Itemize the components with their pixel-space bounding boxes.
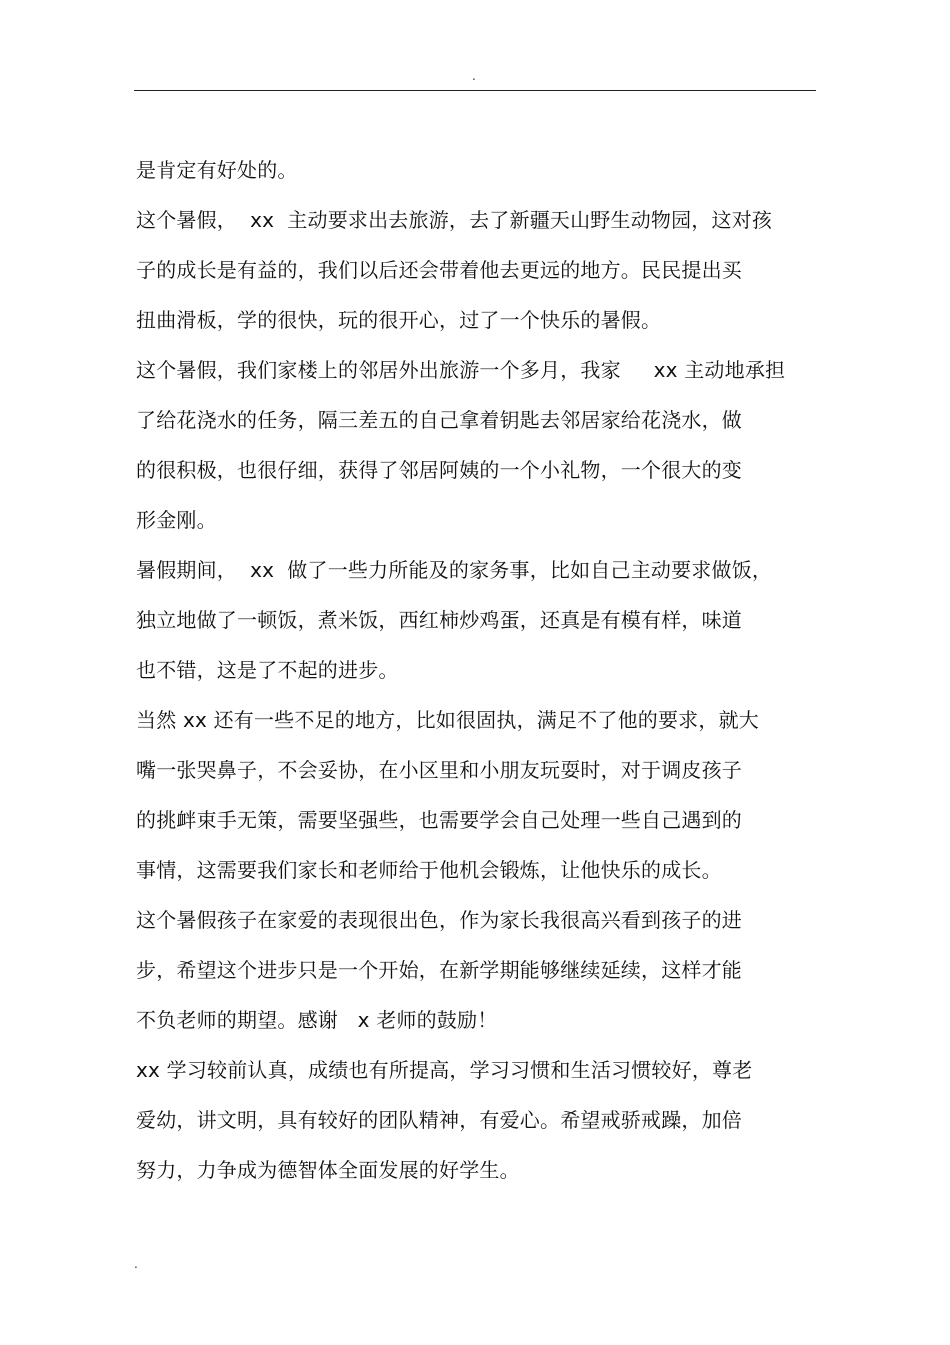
body-line: 不负老师的期望。感谢 x 老师的鼓励！ [136, 1008, 498, 1032]
body-line: 的挑衅束手无策，需要坚强些，也需要学会自己处理一些自己遇到的 [136, 808, 742, 832]
header-mark: . [472, 69, 476, 83]
body-line: 的很积极，也很仔细，获得了邻居阿姨的一个小礼物，一个很大的变 [136, 458, 742, 482]
body-line: 扭曲滑板，学的很快，玩的很开心，过了一个快乐的暑假。 [136, 308, 662, 332]
body-line: 是肯定有好处的。 [136, 158, 298, 182]
body-line: 暑假期间， xx 做了一些力所能及的家务事，比如自己主动要求做饭， [136, 558, 773, 582]
body-line: 这个暑假， xx 主动要求出去旅游，去了新疆天山野生动物园，这对孩 [136, 208, 773, 232]
body-line: 这个暑假，我们家楼上的邻居外出旅游一个多月，我家 xx 主动地承担 [136, 358, 786, 382]
body-line: 也不错，这是了不起的进步。 [136, 658, 399, 682]
body-line: 这个暑假孩子在家爱的表现很出色，作为家长我很高兴看到孩子的进 [136, 908, 742, 932]
body-line: 当然 xx 还有一些不足的地方，比如很固执，满足不了他的要求，就大 [136, 708, 759, 732]
header-rule [134, 90, 816, 91]
body-line: xx 学习较前认真，成绩也有所提高，学习习惯和生活习惯较好，尊老 [136, 1058, 753, 1082]
document-body [136, 145, 826, 1195]
body-line: 嘴一张哭鼻子，不会妥协，在小区里和小朋友玩耍时，对于调皮孩子 [136, 758, 742, 782]
body-line: 努力，力争成为德智体全面发展的好学生。 [136, 1158, 520, 1182]
body-line: 独立地做了一顿饭，煮米饭，西红柿炒鸡蛋，还真是有模有样，味道 [136, 608, 742, 632]
body-line: 子的成长是有益的，我们以后还会带着他去更远的地方。民民提出买 [136, 258, 742, 282]
body-line: 了给花浇水的任务，隔三差五的自己拿着钥匙去邻居家给花浇水，做 [136, 408, 742, 432]
body-line: 步，希望这个进步只是一个开始，在新学期能够继续延续，这样才能 [136, 958, 742, 982]
body-line: 事情，这需要我们家长和老师给于他机会锻炼，让他快乐的成长。 [136, 858, 722, 882]
body-line: 爱幼，讲文明，具有较好的团队精神，有爱心。希望戒骄戒躁，加倍 [136, 1108, 742, 1132]
footer-mark: . [134, 1257, 138, 1271]
body-line: 形金刚。 [136, 508, 217, 532]
